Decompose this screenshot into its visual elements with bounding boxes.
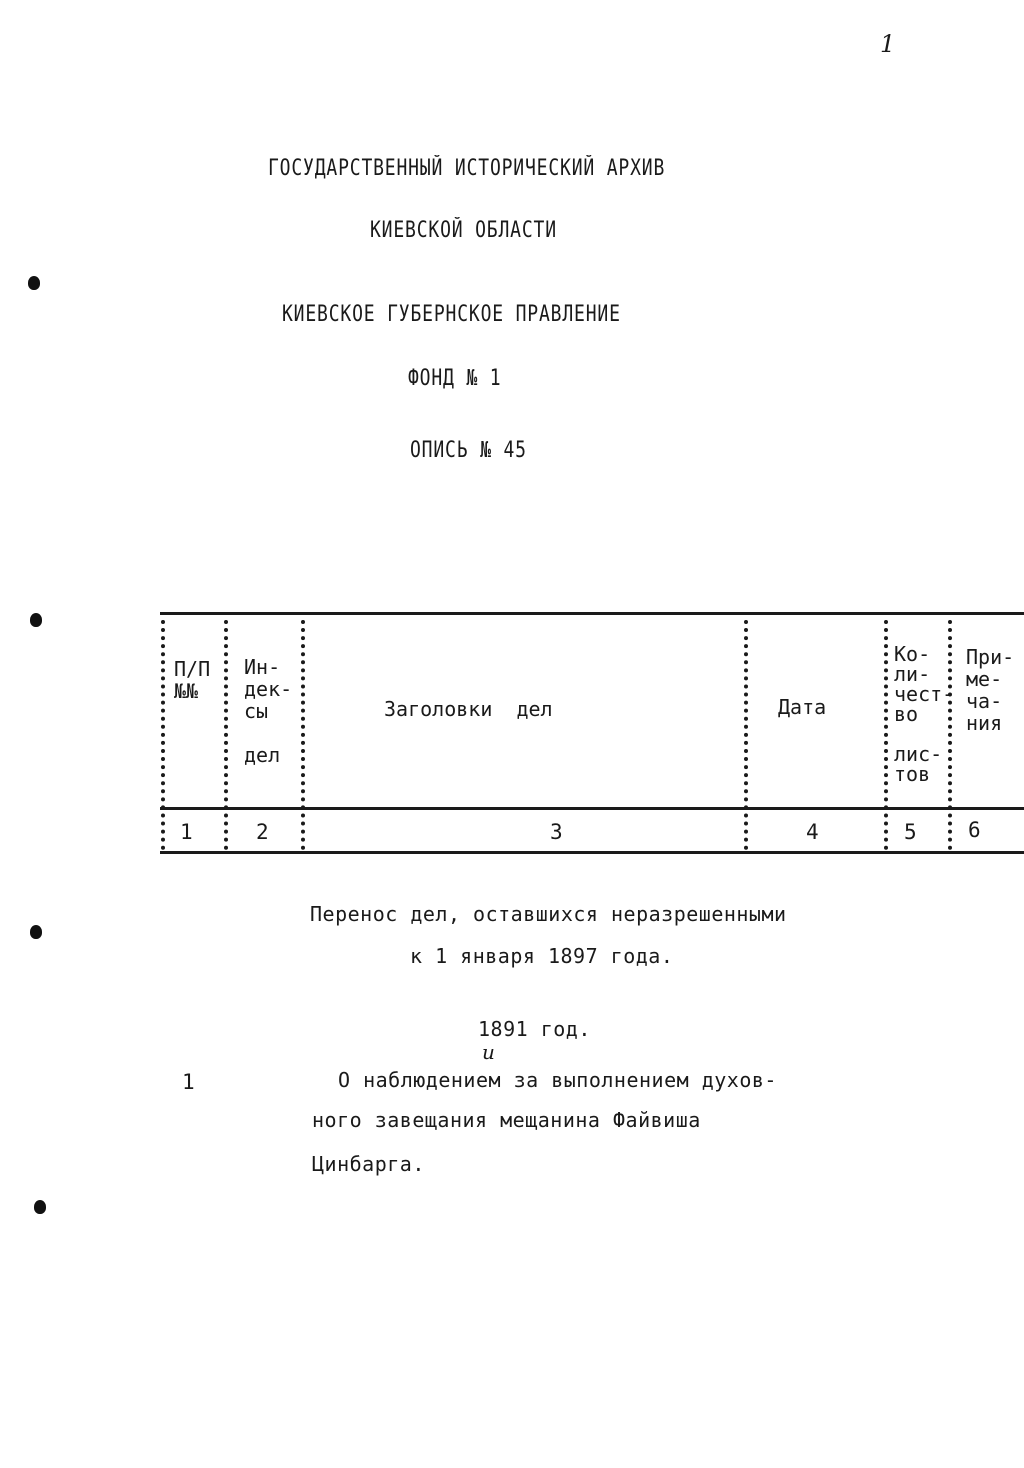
column-header-notes: При- ме- ча- ния — [966, 645, 1015, 735]
fond-number: ФОНД № 1 — [408, 366, 502, 391]
column-header-date: Дата — [778, 695, 827, 719]
page-number: 1 — [880, 30, 896, 58]
table-header-rule — [160, 807, 1024, 810]
column-header-title: Заголовки дел — [384, 697, 553, 721]
archive-name: ГОСУДАРСТВЕННЫЙ ИСТОРИЧЕСКИЙ АРХИВ — [268, 156, 666, 181]
column-header-sheet-count: Ко- ли- чест- во лис- тов — [894, 642, 955, 786]
handwritten-correction: и — [482, 1040, 495, 1064]
column-number: 1 — [180, 820, 193, 844]
column-number: 6 — [968, 818, 981, 842]
punch-hole-mark — [30, 925, 42, 939]
entry-title-line: О наблюдением за выполнением духов- — [338, 1068, 777, 1092]
punch-hole-mark — [28, 276, 40, 290]
opis-number: ОПИСЬ № 45 — [410, 438, 527, 463]
column-separator — [161, 620, 165, 850]
punch-hole-mark — [34, 1200, 46, 1214]
column-header-number: П/П №№ — [174, 657, 211, 703]
column-separator — [884, 620, 888, 850]
institution-name: КИЕВСКОЕ ГУБЕРНСКОЕ ПРАВЛЕНИЕ — [282, 302, 621, 327]
column-number: 2 — [256, 820, 269, 844]
archive-region: КИЕВСКОЙ ОБЛАСТИ — [370, 218, 557, 243]
table-top-rule — [160, 612, 1024, 615]
section-subheading: к 1 января 1897 года. — [410, 944, 674, 968]
column-number: 4 — [806, 820, 819, 844]
table-bottom-rule — [160, 851, 1024, 854]
entry-title-line: ного завещания мещанина Файвиша — [312, 1108, 701, 1132]
column-number: 5 — [904, 820, 917, 844]
entry-title-line: Цинбарга. — [312, 1152, 425, 1176]
column-separator — [301, 620, 305, 850]
column-number: 3 — [550, 820, 563, 844]
section-heading: Перенос дел, оставшихся неразрешенными — [310, 902, 787, 926]
entry-index: 1 — [182, 1070, 195, 1094]
column-separator — [224, 620, 228, 850]
column-separator — [744, 620, 748, 850]
column-header-index: Ин- дек- сы дел — [244, 655, 293, 767]
year-heading: 1891 год. — [478, 1017, 591, 1041]
punch-hole-mark — [30, 613, 42, 627]
